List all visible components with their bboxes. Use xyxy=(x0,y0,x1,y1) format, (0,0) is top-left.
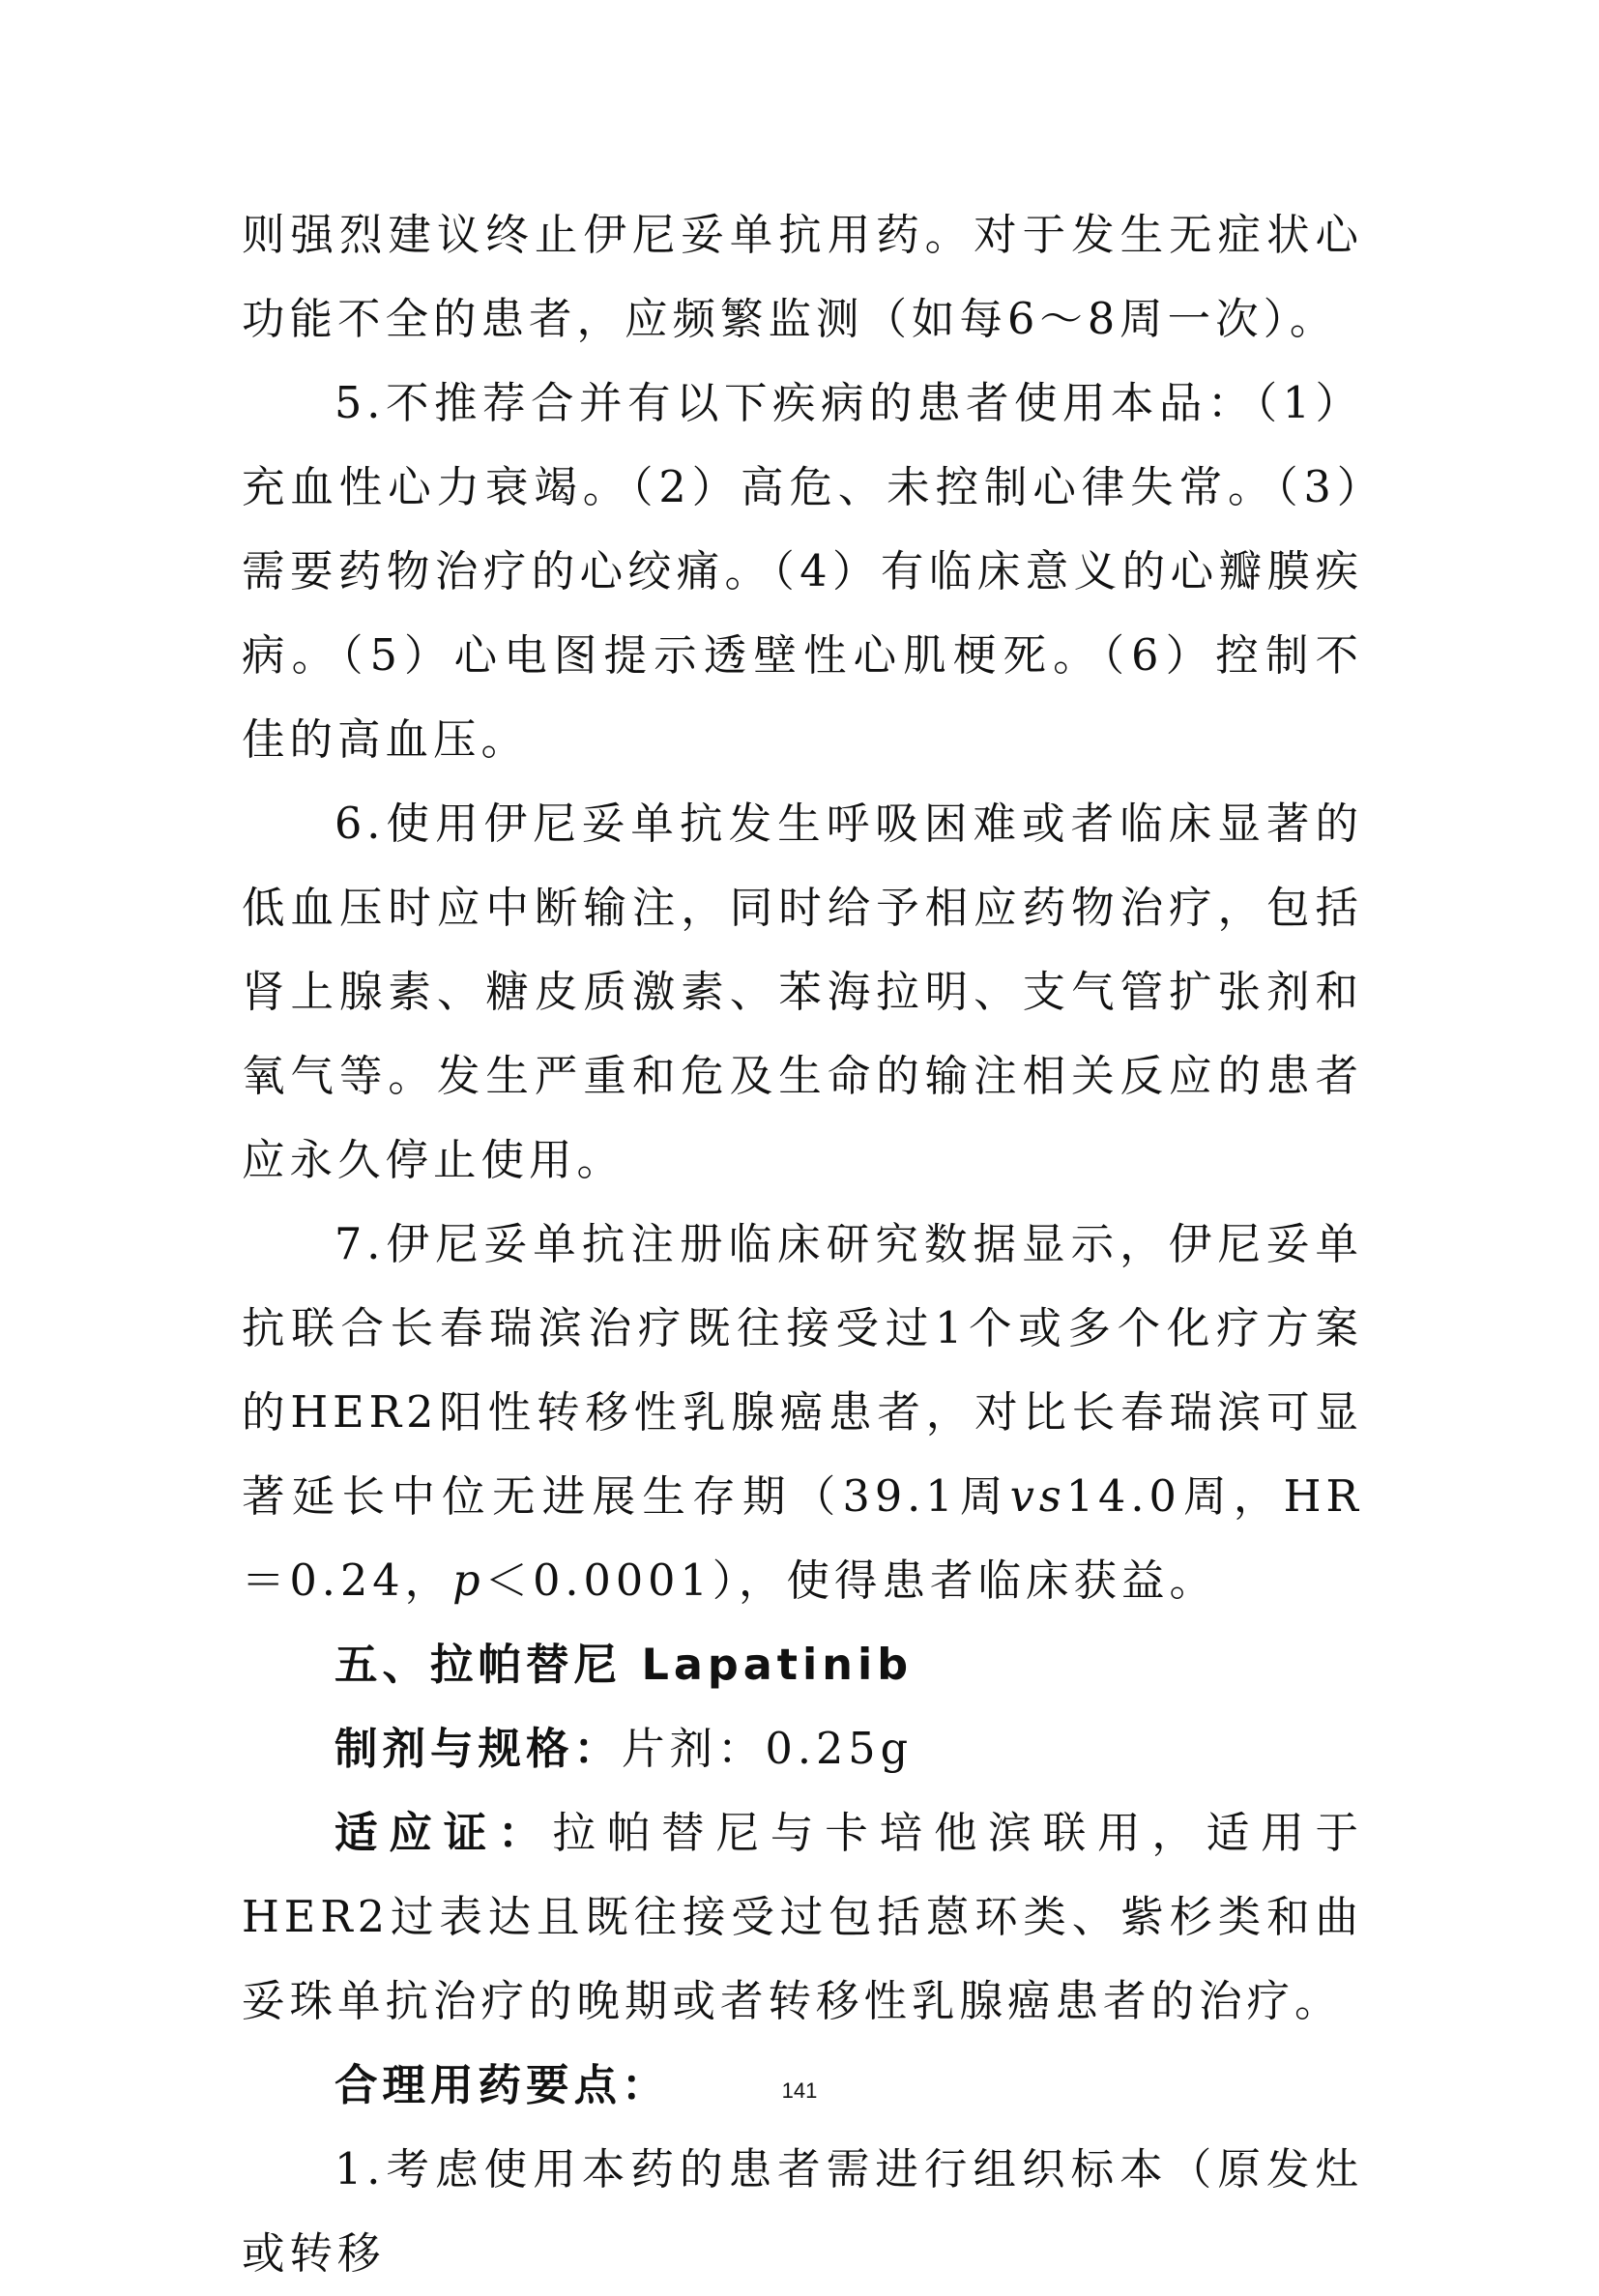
section-heading-lapatinib: 五、拉帕替尼 Lapatinib xyxy=(334,1641,914,1690)
indication-label: 适应证： xyxy=(334,1809,553,1858)
paragraph-item-5: 5.不推荐合并有以下疾病的患者使用本品：（1）充血性心力衰竭。（2）高危、未控制心律失常。（3）需要药物治疗的心绞痛。（4）有临床意义的心瓣膜疾病。（5）心电图提示透壁性心肌梗死。（6）控制不佳的高血压。 xyxy=(242,379,1363,765)
item-7-text-b: 14.0周，HR＝0.24， xyxy=(242,1472,1363,1606)
formulation-label: 制剂与规格： xyxy=(334,1725,623,1774)
paragraph-key-point-1: 1.考虑使用本药的患者需进行组织标本（原发灶或转移 xyxy=(242,2145,1363,2279)
item-7-text-a: 7.伊尼妥单抗注册临床研究数据显示，伊尼妥单抗联合长春瑞滨治疗既往接受过1个或多个化疗方案的HER2阳性转移性乳腺癌患者，对比长春瑞滨可显著延长中位无进展生存期（39.1周 xyxy=(242,1220,1363,1522)
paragraph-cardiac-monitoring: 则强烈建议终止伊尼妥单抗用药。对于发生无症状心功能不全的患者，应频繁监测（如每6～8周一次）。 xyxy=(242,211,1363,344)
paragraph-item-7 xyxy=(242,1203,1363,1623)
paragraph-formulation xyxy=(242,1707,1363,1791)
indication-text: 拉帕替尼与卡培他滨联用，适用于HER2过表达且既往接受过包括蒽环类、紫杉类和曲妥珠单抗治疗的晚期或者转移性乳腺癌患者的治疗。 xyxy=(242,1809,1363,2026)
vs-italic: vs xyxy=(1009,1472,1066,1522)
page-content xyxy=(242,193,1363,2296)
key-points-heading: 合理用药要点： xyxy=(334,2061,670,2110)
paragraph-indication xyxy=(242,1791,1363,2044)
page-number: 141 xyxy=(781,2078,818,2103)
paragraph-item-6: 6.使用伊尼妥单抗发生呼吸困难或者临床显著的低血压时应中断输注，同时给予相应药物治疗，包括肾上腺素、糖皮质激素、苯海拉明、支气管扩张剂和氧气等。发生严重和危及生命的输注相关反应的患者应永久停止使用。 xyxy=(242,799,1363,1185)
item-7-text-c: ＜0.0001），使得患者临床获益。 xyxy=(484,1556,1218,1606)
formulation-text: 片剂：0.25g xyxy=(622,1725,914,1774)
p-value-italic: p xyxy=(452,1556,485,1606)
